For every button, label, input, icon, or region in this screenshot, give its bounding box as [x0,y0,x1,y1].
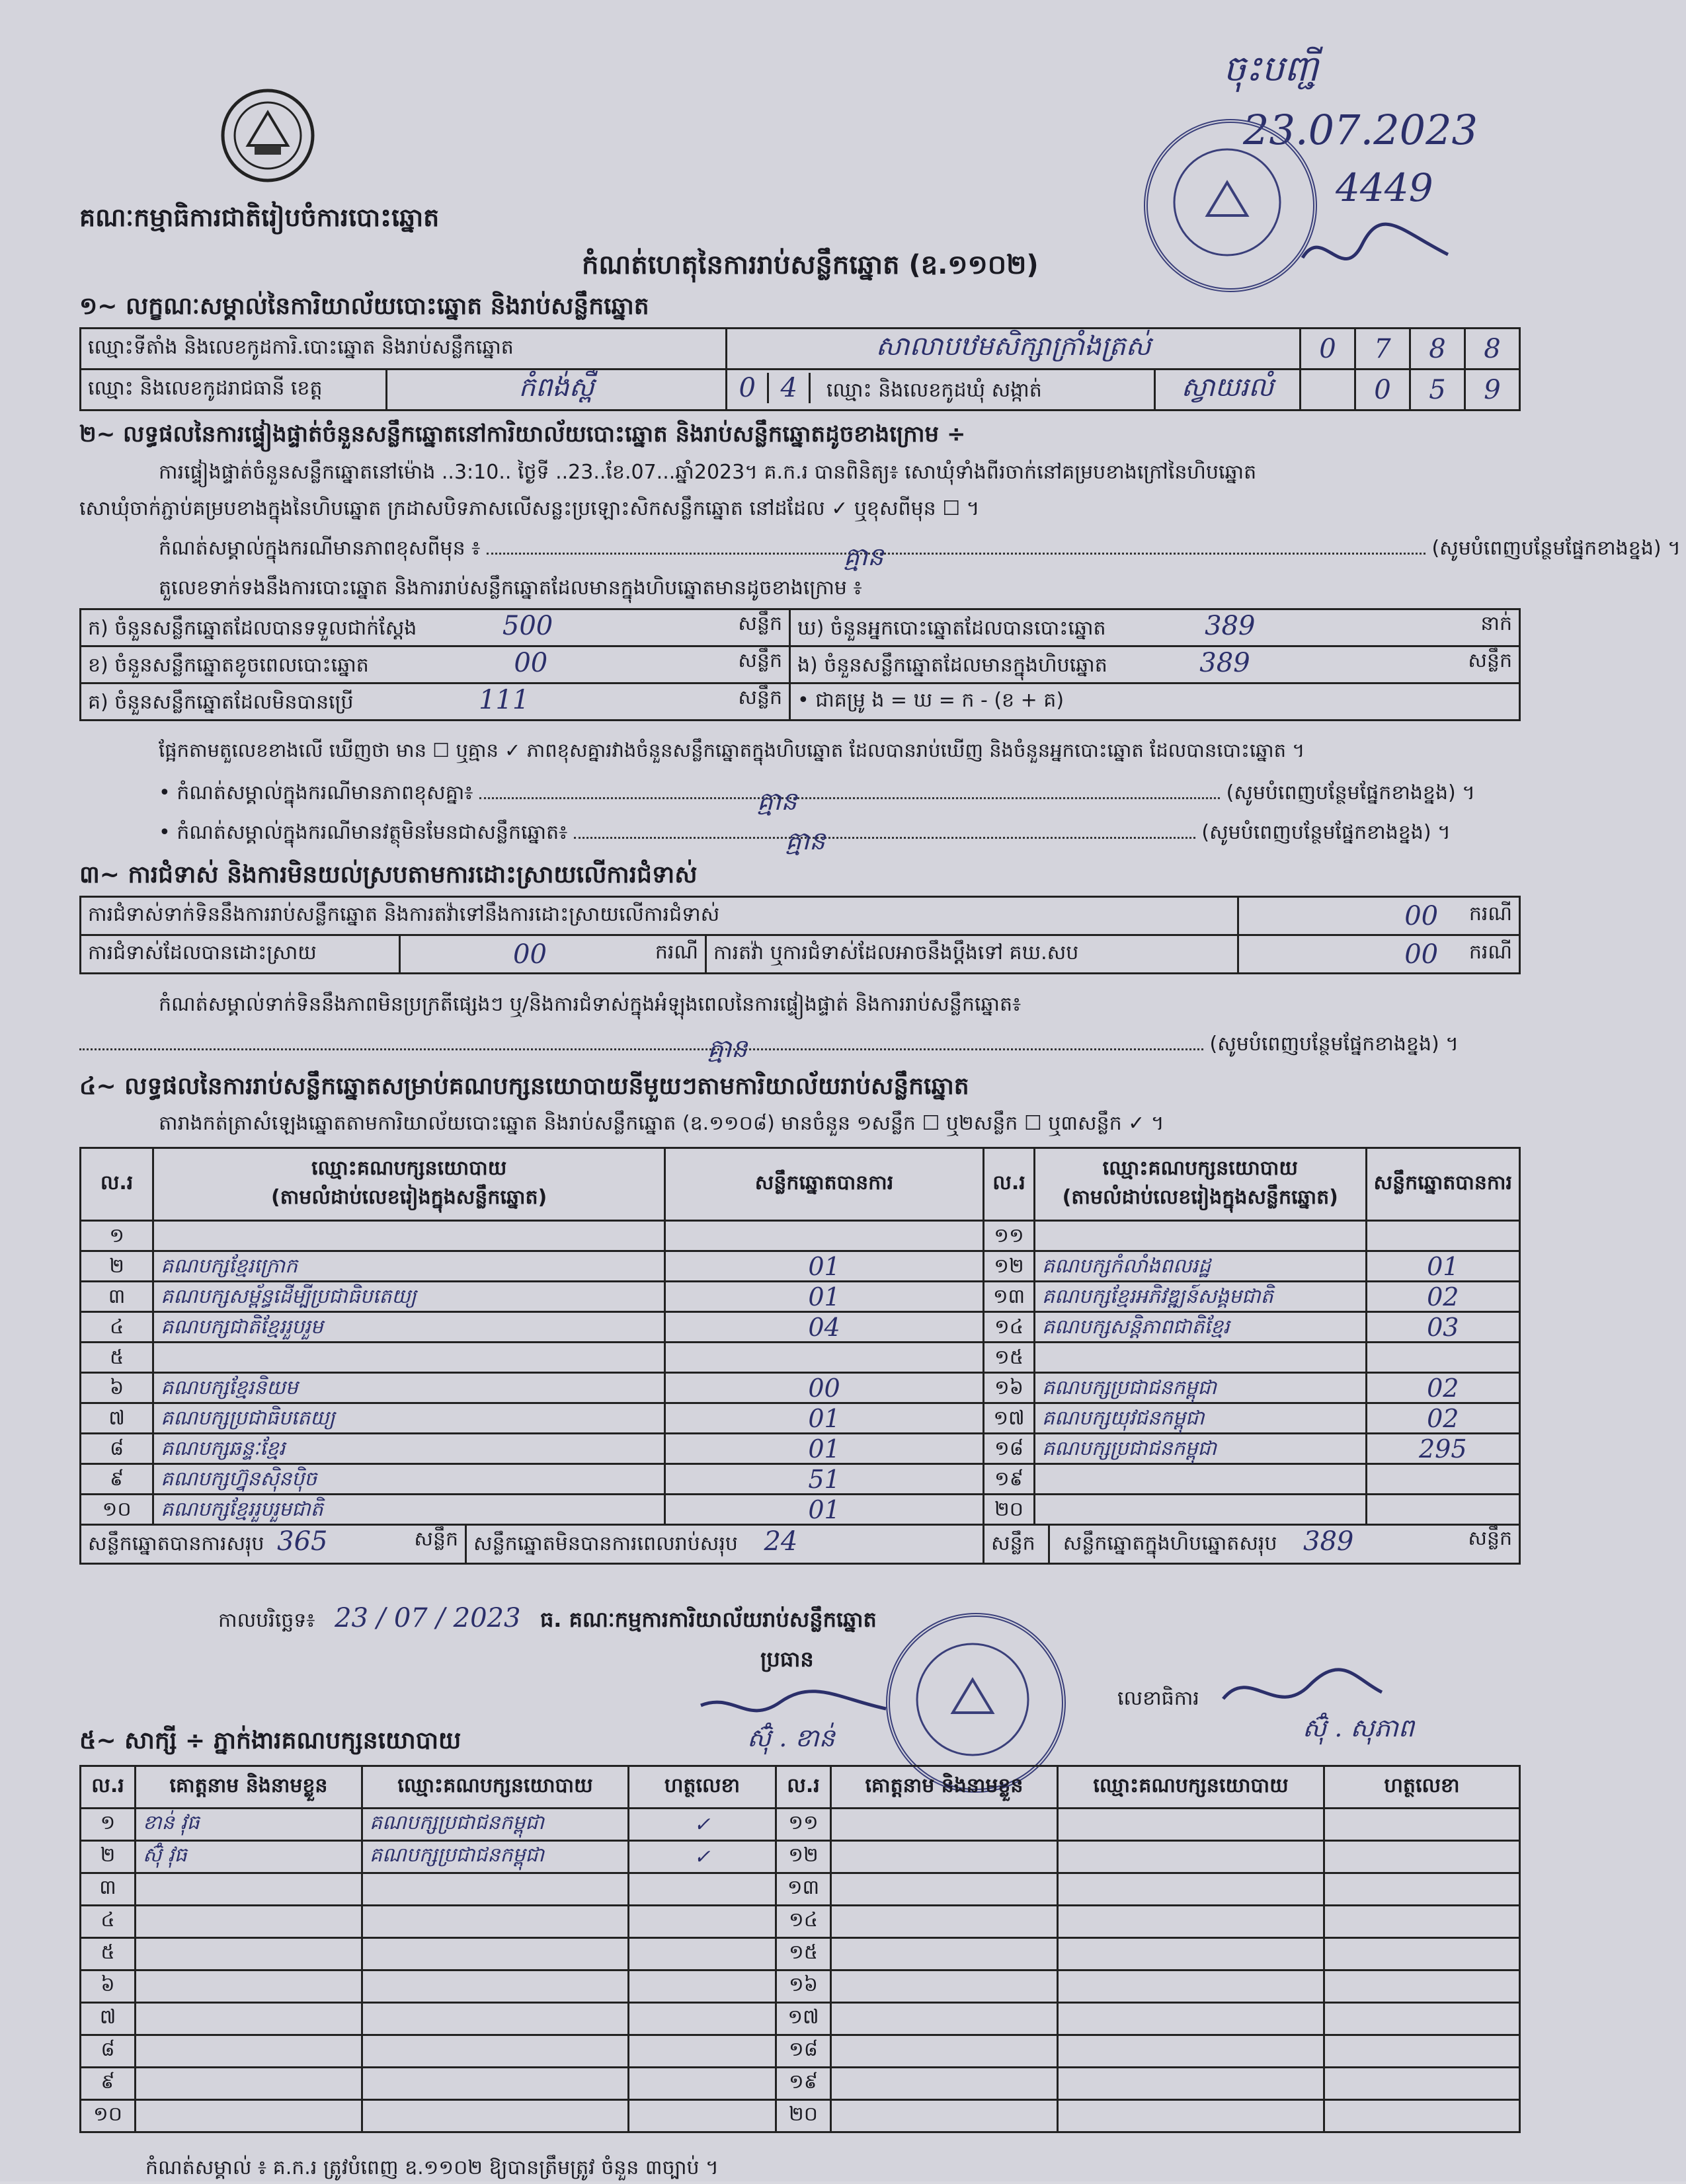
party-no: ២ [81,1251,153,1282]
section3-note-value: គ្មាន [707,1034,748,1063]
count-ko-unit: សន្លឹក [738,686,782,709]
table-row [81,1809,1520,1841]
party-name: គណបក្សខ្មែរក្រោក [153,1251,665,1282]
witness-no: ៧ [81,2003,136,2035]
form-title: កំណត់ហេតុនៃការរាប់សន្លឹកឆ្នោត (ឧ.១១០២) [582,250,1039,280]
count-kh-value: 00 [514,648,548,678]
witness-party [1058,2100,1324,2132]
committee-label: ធ. គណៈកម្មការការិយាល័យរាប់សន្លឹកឆ្នោត [540,1607,877,1632]
table-row [81,2100,1520,2132]
appeal-cell [1238,935,1520,974]
province-code-2: 4 [769,373,811,403]
party-votes: 01 [665,1434,984,1464]
secretary-name: ស៊ុំ . សុភាព [1303,1713,1414,1742]
handwritten-number: 4449 [1336,165,1433,210]
party-votes: 01 [665,1251,984,1282]
party-votes: 04 [665,1312,984,1343]
other-suffix: (សូមបំពេញបន្ថែមផ្នែកខាងខ្នង) ។ [1201,821,1451,844]
objection-case: ករណី [1468,902,1512,925]
witness-name [136,1970,362,2003]
table-row [81,1464,1520,1495]
witness-party [1058,1809,1324,1841]
location-label: ឈ្មោះទីតាំង និងលេខកូដការិ.បោះឆ្នោត និងរាប់សន្លឹកឆ្នោត [81,329,727,370]
witness-no: ១៤ [776,1906,831,1938]
witness-party [362,1906,629,1938]
witness-col-party-right: ឈ្មោះគណបក្សនយោបាយ [1058,1766,1324,1809]
witness-no: ៩ [81,2068,136,2100]
location-value: សាលាបឋមសិក្សាក្រាំងត្រស់ [727,329,1301,370]
party-no: ៨ [81,1434,153,1464]
section2-check-line: ផ្អែកតាមតួលេខខាងលើ ឃើញថា មាន ☐ ឬគ្មាន ✓ ភាពខុសគ្នារវាងចំនួនសន្លឹកឆ្នោតក្នុងហិបឆ្នោត ដែលបានរាប់ឃើញ និងចំនួនអ្នកបោះឆ្នោត ដែលបានបោះឆ្នោត ។ [159,739,1305,761]
party-name: គណបក្សប្រជាជនកម្ពុជា [1034,1373,1366,1403]
witness-signature [629,2068,776,2100]
witness-col-name-left: គោត្តនាម និងនាមខ្លួន [136,1766,362,1809]
table-row [81,1434,1520,1464]
total-box-value: 389 [1303,1526,1354,1557]
party-name: គណបក្សយុវជនកម្ពុជា [1034,1403,1366,1434]
handwritten-date: 23.07.2023 [1243,106,1478,154]
party-no: ១៧ [984,1403,1035,1434]
resolved-case: ករណី [655,940,698,964]
witness-name [831,1809,1058,1841]
province-code-1: 0 [727,373,769,403]
col-no-left: ល.រ [81,1148,153,1221]
party-name [1034,1343,1366,1373]
party-no: ១៦ [984,1373,1035,1403]
count-kh-label: ខ) ចំនួនសន្លឹកឆ្នោតខូចពេលបោះឆ្នោត [88,654,369,677]
section2-intro: តួលេខទាក់ទងនឹងការបោះឆ្នោត និងការរាប់សន្លឹកឆ្នោតដែលមានក្នុងហិបឆ្នោតមានដូចខាងក្រោម ៖ [159,576,862,600]
party-no: ១ [81,1221,153,1251]
witness-signature [629,2100,776,2132]
witness-no: ៤ [81,1906,136,1938]
count-w-label: ឃ) ចំនួនអ្នកបោះឆ្នោតដែលបានបោះឆ្នោត [797,617,1106,640]
date-line [218,1603,877,1637]
witness-name [136,1938,362,1970]
party-name: គណបក្សខ្មែរអភិវឌ្ឍន៍សង្គមជាតិ [1034,1282,1366,1312]
count-ng-label: ង) ចំនួនសន្លឹកឆ្នោតដែលមានក្នុងហិបឆ្នោត [797,654,1107,677]
witness-no: ២០ [776,2100,831,2132]
col-no-right: ល.រ [984,1148,1035,1221]
party-votes: 00 [665,1373,984,1403]
witness-no: ១២ [776,1841,831,1873]
party-results-table [79,1147,1521,1565]
table-row [81,1906,1520,1938]
party-no: ១០ [81,1495,153,1525]
section3-note-dots [79,1034,1203,1063]
province-label: ឈ្មោះ និងលេខកូដរាជធានី ខេត្ត [81,370,387,410]
table-row [81,1282,1520,1312]
count-kh [81,646,790,683]
witness-no: ១៣ [776,1873,831,1906]
witness-no: ៦ [81,1970,136,2003]
witness-no: ១ [81,1809,136,1841]
section4-sub: តារាងកត់ត្រាសំឡេងឆ្នោតតាមការិយាល័យបោះឆ្នោត និងរាប់សន្លឹកឆ្នោត (ឧ.១១០៨) មានចំនួន ១សន្លឹក ☐ ឬ២សន្លឹក ☐ ឬ៣សន្លឹក ✓ ។ [159,1112,1164,1135]
witness-party [362,1938,629,1970]
section5-title: ៥~ សាក្សី ÷ ភ្នាក់ងារគណបក្សនយោបាយ [79,1727,462,1754]
witness-party: គណបក្សប្រជាជនកម្ពុជា [362,1841,629,1873]
count-w-value: 389 [1205,611,1256,641]
location-code-1: 0 [1301,329,1355,370]
commune-value: ស្វាយរលំ [1154,370,1300,410]
party-no: ១២ [984,1251,1035,1282]
party-name: គណបក្សជាតិខ្មែររួបរួម [153,1312,665,1343]
party-no: ១៨ [984,1434,1035,1464]
resolved-value: 00 [513,939,547,970]
party-name: គណបក្សខ្មែរនិយម [153,1373,665,1403]
section3-note: កំណត់សម្គាល់ទាក់ទិននឹងភាពមិនប្រក្រតីផ្សេងៗ ឬ/និងការជំទាស់ក្នុងអំឡុងពេលនៃការផ្ទៀងផ្ទាត់ និងការរាប់សន្លឹកឆ្នោត៖ [159,993,1022,1016]
party-votes [1366,1343,1519,1373]
party-votes: 01 [665,1282,984,1312]
witness-signature [629,1970,776,2003]
witness-name [136,2003,362,2035]
location-code-4: 8 [1465,329,1520,370]
secretary-label: លេខាធិការ [1117,1687,1199,1710]
total-valid-label: សន្លឹកឆ្នោតបានការសរុប [88,1532,264,1555]
witness-col-sign-right: ហត្ថលេខា [1324,1766,1520,1809]
handwritten-registration: ចុះបញ្ជី [1223,48,1318,89]
witness-col-sign-left: ហត្ថលេខា [629,1766,776,1809]
count-w-unit: នាក់ [1480,612,1512,635]
diff-label: • កំណត់សម្គាល់ក្នុងករណីមានភាពខុសគ្នា៖ [159,781,473,804]
party-no: ១៤ [984,1312,1035,1343]
objection-cell [1238,897,1520,935]
count-k [81,609,790,646]
witness-name [136,2068,362,2100]
witness-signature [1324,1906,1520,1938]
party-votes: 01 [665,1495,984,1525]
section2-line2: សោឃុំចាក់ភ្ជាប់គម្របខាងក្នុងនៃហិបឆ្នោត ក្រដាសបិទភាសលើសន្លះប្រឡោះសិកសន្លឹកឆ្នោត នៅដដែល ✓ ឬខុសពីមុន ☐ ។ [79,497,980,520]
total-box-unit: សន្លឹក [1468,1527,1512,1550]
witness-name [136,2100,362,2132]
col-votes-left: សន្លឹកឆ្នោតបានការ [665,1148,984,1221]
witness-no: ៥ [81,1938,136,1970]
party-name [153,1343,665,1373]
witness-party [1058,1906,1324,1938]
commune-code-3: 9 [1465,370,1520,410]
total-invalid-value: 24 [764,1526,798,1557]
party-votes [665,1343,984,1373]
col-party-right-title: ឈ្មោះគណបក្សនយោបាយ [1102,1156,1298,1180]
party-votes: 02 [1366,1403,1519,1434]
party-no: ៥ [81,1343,153,1373]
witness-col-no-left: ល.រ [81,1766,136,1809]
table-row [81,1938,1520,1970]
party-votes [1366,1221,1519,1251]
witness-party [1058,2035,1324,2068]
total-valid-unit: សន្លឹក [414,1527,458,1551]
province-code [727,370,1155,410]
party-votes: 51 [665,1464,984,1495]
other-dots [574,826,1195,855]
party-no: ៤ [81,1312,153,1343]
party-votes [1366,1464,1519,1495]
table-row [81,1343,1520,1373]
witness-table [79,1765,1521,2133]
party-no: ១៩ [984,1464,1035,1495]
witness-no: ៨ [81,2035,136,2068]
witness-party [1058,2003,1324,2035]
other-label: • កំណត់សម្គាល់ក្នុងករណីមានវត្ថុមិនមែនជាសន្លឹកឆ្នោត៖ [159,821,568,844]
diff-suffix: (សូមបំពេញបន្ថែមផ្នែកខាងខ្នង) ។ [1226,781,1476,804]
witness-party [1058,1970,1324,2003]
secretary-signature [1217,1666,1388,1719]
witness-name [831,2035,1058,2068]
table-row [81,1841,1520,1873]
witness-no: ១៥ [776,1938,831,1970]
table-row [81,1403,1520,1434]
objection-label: ការជំទាស់ទាក់ទិននឹងការរាប់សន្លឹកឆ្នោត និងការតវ៉ាទៅនឹងការដោះស្រាយលើការជំទាស់ [81,897,1238,935]
witness-no: ២ [81,1841,136,1873]
witness-signature: ✓ [629,1841,776,1873]
total-box-cell [984,1525,1520,1564]
table-row [81,1970,1520,2003]
count-ng-value: 389 [1199,648,1250,678]
witness-no: ១៧ [776,2003,831,2035]
witness-col-party-left: ឈ្មោះគណបក្សនយោបាយ [362,1766,629,1809]
objection-value: 00 [1404,900,1439,931]
witness-party [362,2100,629,2132]
table-row [81,1373,1520,1403]
note-value: គ្មាន [843,542,884,571]
province-value: កំពង់ស្ពឺ [387,370,727,410]
party-name: គណបក្សខ្មែររួបរួមជាតិ [153,1495,665,1525]
witness-name [831,2100,1058,2132]
party-votes: 01 [665,1403,984,1434]
resolved-cell [400,935,706,974]
witness-name [136,2035,362,2068]
witness-party [362,2068,629,2100]
table-row [81,1312,1520,1343]
count-k-unit: សន្លឹក [738,612,782,635]
witness-name: ស៊ុំ វុធ [136,1841,362,1873]
witness-no: ១៨ [776,2035,831,2068]
count-ng [790,646,1520,683]
party-name: គណបក្សប្រជាជនកម្ពុជា [1034,1434,1366,1464]
witness-signature: ✓ [629,1809,776,1841]
table-row [81,1495,1520,1525]
col-party-left-title: ឈ្មោះគណបក្សនយោបាយ [311,1156,507,1180]
party-name: គណបក្សប្រជាធិបតេយ្យ [153,1403,665,1434]
footer-note: កំណត់សម្គាល់ ៖ គ.ក.រ ត្រូវបំពេញ ឧ.១១០២ ឱ្យបានត្រឹមត្រូវ ចំនួន ៣ច្បាប់ ។ [145,2156,719,2179]
witness-signature [629,1906,776,1938]
witness-name [831,1938,1058,1970]
party-no: ៦ [81,1373,153,1403]
other-value: គ្មាន [785,826,826,855]
diff-dots [479,787,1220,816]
witness-col-name-right: គោត្តនាម និងនាមខ្លួន [831,1766,1058,1809]
count-k-value: 500 [502,611,553,641]
table-row [81,1221,1520,1251]
total-box-label: សន្លឹកឆ្នោតក្នុងហិបឆ្នោតសរុប [1063,1532,1277,1555]
party-name: គណបក្សឆន្ទៈខ្មែរ [153,1434,665,1464]
witness-signature [629,1873,776,1906]
col-party-left [153,1148,665,1221]
appeal-case: ករណី [1468,940,1512,964]
witness-signature [1324,1809,1520,1841]
party-no: ១១ [984,1221,1035,1251]
party-name [153,1221,665,1251]
nec-logo [218,86,317,185]
witness-signature [1324,2003,1520,2035]
party-name [1034,1495,1366,1525]
witness-name [831,1841,1058,1873]
col-party-left-sub: (តាមលំដាប់លេខរៀងក្នុងសន្លឹកឆ្នោត) [271,1185,547,1209]
appeal-label: ការតវ៉ា ឬការជំទាស់ដែលអាចនឹងប្តឹងទៅ គឃ.សប [706,935,1238,974]
section2-diff [159,780,1476,816]
count-ko-value: 111 [479,685,530,715]
witness-no: ១៩ [776,2068,831,2100]
resolved-label: ការជំទាស់ដែលបានដោះស្រាយ [81,935,400,974]
section1-title: ១~ លក្ខណៈសម្គាល់នៃការិយាល័យបោះឆ្នោត និងរាប់សន្លឹកឆ្នោត [79,293,649,320]
party-votes: 02 [1366,1282,1519,1312]
party-name [1034,1221,1366,1251]
party-votes: 295 [1366,1434,1519,1464]
note-label: កំណត់សម្គាល់ក្នុងករណីមានភាពខុសពីមុន ៖ [159,537,481,560]
witness-name [136,1873,362,1906]
table-row [81,1251,1520,1282]
count-ko-label: គ) ចំនួនសន្លឹកឆ្នោតដែលមិនបានប្រើ [88,691,354,714]
note-dots [487,542,1425,571]
party-votes: 02 [1366,1373,1519,1403]
party-votes [665,1221,984,1251]
count-w [790,609,1520,646]
party-name: គណបក្សហ្វ៊ុនស៊ិនប៉ិច [153,1464,665,1495]
witness-signature [629,2003,776,2035]
witness-party [362,1970,629,2003]
date-value: 23 / 07 / 2023 [335,1603,521,1633]
table-row [81,2068,1520,2100]
party-name [1034,1464,1366,1495]
witness-party [362,2003,629,2035]
party-no: ២០ [984,1495,1035,1525]
table-row [81,2003,1520,2035]
signature-top [1296,218,1455,291]
witness-name [831,2068,1058,2100]
witness-name [831,1970,1058,2003]
witness-signature [1324,2068,1520,2100]
chair-name: ស៊ុំ . ខាន់ [747,1723,835,1752]
appeal-value: 00 [1404,939,1439,970]
party-name: គណបក្សកំលាំងពលរដ្ឋ [1034,1251,1366,1282]
witness-party [1058,2068,1324,2100]
party-rows [81,1221,1520,1525]
location-code-2: 7 [1355,329,1410,370]
witness-signature [1324,1970,1520,2003]
section3-note-line [79,1031,1459,1063]
party-no: ៩ [81,1464,153,1495]
table-row [81,2035,1520,2068]
witness-no: ១៦ [776,1970,831,2003]
diff-value: គ្មាន [757,787,797,816]
witness-signature [629,2035,776,2068]
count-formula: • ជាគម្រូ ង = ឃ = ក - (ខ + គ) [790,683,1520,721]
witness-party [362,2035,629,2068]
total-invalid-label: សន្លឹកឆ្នោតមិនបានការពេលរាប់សរុប [473,1532,738,1555]
party-name: គណបក្សសម្ព័ន្ធដើម្បីប្រជាធិបតេយ្យ [153,1282,665,1312]
section3-table [79,896,1521,974]
party-votes: 01 [1366,1251,1519,1282]
count-k-label: ក) ចំនួនសន្លឹកឆ្នោតដែលបានទទួលជាក់ស្តែង [88,617,417,640]
location-code-3: 8 [1410,329,1465,370]
witness-party [362,1873,629,1906]
count-kh-unit: សន្លឹក [738,649,782,672]
party-no: ១៣ [984,1282,1035,1312]
section2-title: ២~ លទ្ធផលនៃការផ្ទៀងផ្ទាត់ចំនួនសន្លឹកឆ្នោតនៅការិយាល័យបោះឆ្នោត និងរាប់សន្លឹកឆ្នោតដូចខាងក្រោម ÷ [79,421,966,448]
witness-no: ១១ [776,1809,831,1841]
commune-code-2: 5 [1410,370,1465,410]
witness-signature [1324,1841,1520,1873]
witness-name [831,2003,1058,2035]
party-name: គណបក្សសន្តិភាពជាតិខ្មែរ [1034,1312,1366,1343]
witness-signature [629,1938,776,1970]
party-no: ១៥ [984,1343,1035,1373]
date-label: កាលបរិច្ឆេទ៖ [218,1609,315,1632]
note-suffix: (សូមបំពេញបន្ថែមផ្នែកខាងខ្នង) ។ [1431,537,1681,560]
commune-label: ឈ្មោះ និងលេខកូដឃុំ សង្កាត់ [826,379,1042,402]
total-invalid-unit: សន្លឹក [991,1532,1035,1555]
commune-code-1: 0 [1355,370,1410,410]
witness-no: ១០ [81,2100,136,2132]
total-valid-cell [81,1525,984,1564]
witness-signature [1324,1873,1520,1906]
witness-party [1058,1873,1324,1906]
section2-note [159,535,1681,571]
count-ko [81,683,790,721]
col-votes-right: សន្លឹកឆ្នោតបានការ [1366,1148,1519,1221]
witness-name [136,1906,362,1938]
section2-line1: ការផ្ទៀងផ្ទាត់ចំនួនសន្លឹកឆ្នោតនៅម៉ោង ..3:10.. ថ្ងៃទី ..23..ខែ.07...ឆ្នាំ2023។ គ.ក.រ បានពិនិត្យ៖ សោឃុំទាំងពីរចាក់នៅគម្របខាងក្រៅនៃហិបឆ្នោត [159,461,1257,484]
count-ng-unit: សន្លឹក [1468,649,1512,672]
col-party-right-sub: (តាមលំដាប់លេខរៀងក្នុងសន្លឹកឆ្នោត) [1062,1185,1338,1209]
org-name: គណៈកម្មាធិការជាតិរៀបចំការបោះឆ្នោត [79,203,440,232]
witness-name [831,1873,1058,1906]
witness-party: គណបក្សប្រជាជនកម្ពុជា [362,1809,629,1841]
witness-no: ៣ [81,1873,136,1906]
total-valid-value: 365 [277,1526,328,1557]
witness-party [1058,1841,1324,1873]
witness-signature [1324,2035,1520,2068]
section2-counts-table [79,608,1521,721]
section1-table [79,327,1521,411]
chair-title: ប្រធាន [760,1647,814,1672]
witness-col-no-right: ល.រ [776,1766,831,1809]
witness-name [831,1906,1058,1938]
commune-code-blank [1301,370,1355,410]
section3-title: ៣~ ការជំទាស់ និងការមិនយល់ស្របតាមការដោះស្រាយលើការជំទាស់ [79,861,698,888]
official-stamp-top [1144,119,1317,292]
party-no: ៣ [81,1282,153,1312]
table-row [81,1873,1520,1906]
section2-other [159,820,1451,855]
party-votes: 03 [1366,1312,1519,1343]
col-party-right [1034,1148,1366,1221]
witness-rows [81,1809,1520,2132]
party-votes [1366,1495,1519,1525]
witness-name: ខាន់ វុធ [136,1809,362,1841]
witness-signature [1324,1938,1520,1970]
witness-signature [1324,2100,1520,2132]
section4-title: ៤~ លទ្ធផលនៃការរាប់សន្លឹកឆ្នោតសម្រាប់គណបក្សនយោបាយនីមួយៗតាមការិយាល័យរាប់សន្លឹកឆ្នោត [79,1073,969,1100]
witness-party [1058,1938,1324,1970]
party-no: ៧ [81,1403,153,1434]
section3-note-suffix: (សូមបំពេញបន្ថែមផ្នែកខាងខ្នង) ។ [1209,1033,1459,1056]
